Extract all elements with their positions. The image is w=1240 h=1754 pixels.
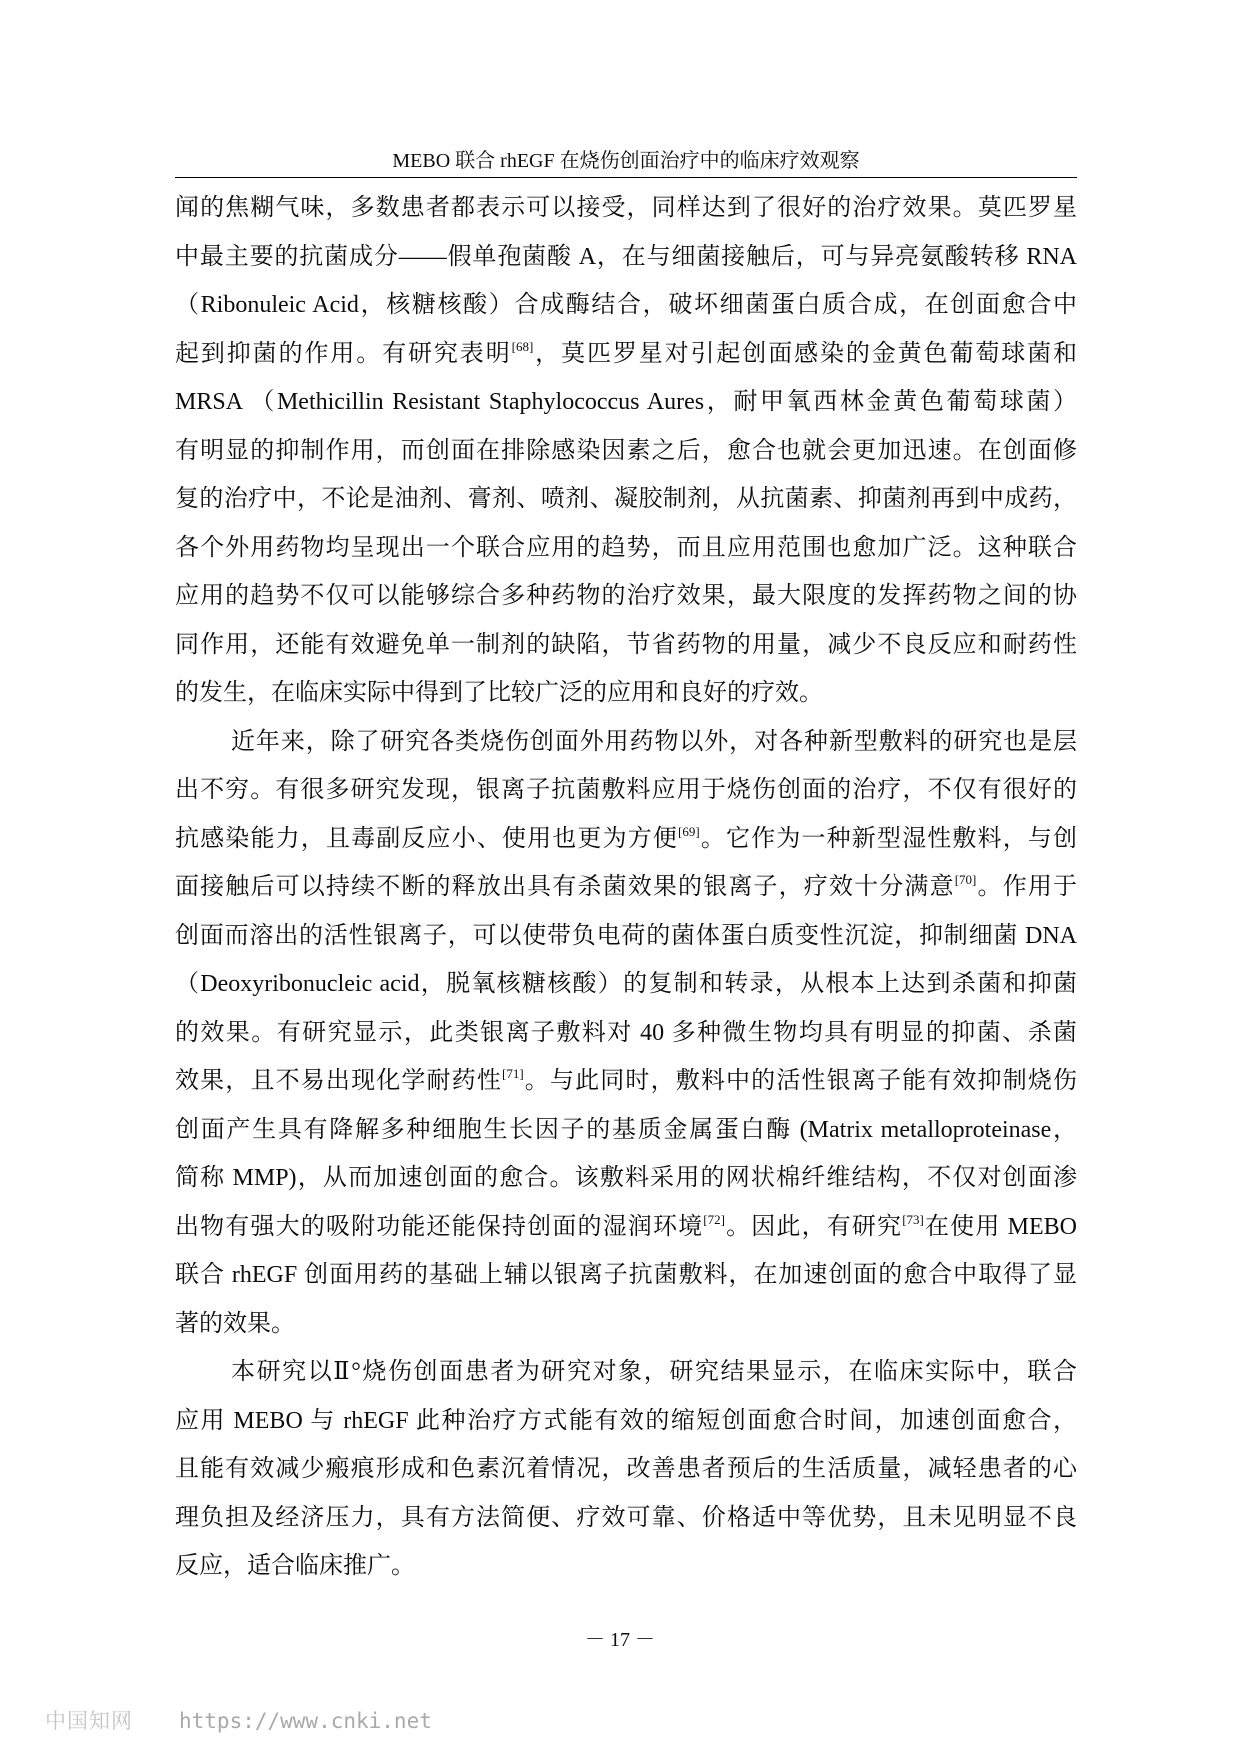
text-run: 。与此同时，敷料中的活性银离子能有效抑制烧伤 xyxy=(523,1068,1078,1094)
text-run: 出物有强大的吸附功能还能保持创面的湿润环境 xyxy=(175,1213,704,1240)
text-run: 简称 MMP)，从而加速创面的愈合。该敷料采用的网状棉纤维结构，不仅对创面渗 xyxy=(175,1165,1077,1191)
header-rule xyxy=(175,177,1077,178)
citation-marker: [68] xyxy=(511,338,534,354)
cnki-logo-text: 中国知网 xyxy=(45,1709,133,1733)
text-run: 有明显的抑制作用，而创面在排除感染因素之后，愈合也就会更加迅速。在创面修 xyxy=(175,437,1077,464)
text-line xyxy=(175,330,1077,379)
text-line xyxy=(175,1057,1077,1106)
text-run: 著的效果。 xyxy=(175,1310,295,1337)
text-line xyxy=(175,427,1077,476)
text-run: 且能有效减少瘢痕形成和色素沉着情况，改善患者预后的生活质量，减轻患者的心 xyxy=(175,1456,1077,1482)
text-run: 抗感染能力，且毒副反应小、使用也更为方便 xyxy=(175,825,679,852)
text-line xyxy=(175,1009,1077,1058)
page-number: － 17 － xyxy=(585,1629,655,1651)
text-run: 起到抑菌的作用。有研究表明 xyxy=(175,340,512,367)
citation-marker: [73] xyxy=(902,1211,924,1227)
text-run: 。因此，有研究 xyxy=(724,1213,903,1240)
text-line xyxy=(175,621,1077,670)
text-run: 的发生，在临床实际中得到了比较广泛的应用和良好的疗效。 xyxy=(175,680,823,706)
text-run: 的效果。有研究显示，此类银离子敷料对 40 多种微生物均具有明显的抑菌、杀菌 xyxy=(175,1019,1077,1046)
text-run: 同作用，还能有效避免单一制剂的缺陷，节省药物的用量，减少不良反应和耐药性 xyxy=(175,631,1077,658)
text-run: 本研究以Ⅱ°烧伤创面患者为研究对象，研究结果显示，在临床实际中，联合 xyxy=(231,1359,1077,1385)
paragraph xyxy=(175,1348,1077,1591)
text-run: 联合 rhEGF 创面用药的基础上辅以银离子抗菌敷料，在加速创面的愈合中取得了显 xyxy=(175,1262,1077,1288)
text-run: 应用的趋势不仅可以能够综合多种药物的治疗效果，最大限度的发挥药物之间的协 xyxy=(175,583,1077,609)
citation-marker: [71] xyxy=(501,1066,524,1081)
text-line xyxy=(175,475,1077,524)
text-run: MRSA （Methicillin Resistant Staphylococcus Aures，耐甲氧西林金黄色葡萄球菌） xyxy=(175,389,1077,415)
text-line xyxy=(175,1542,1077,1591)
text-run: 理负担及经济压力，具有方法简便、疗效可靠、价格适中等优势，且未见明显不良 xyxy=(175,1504,1077,1531)
cnki-watermark xyxy=(45,1706,432,1736)
text-line xyxy=(175,815,1077,864)
text-line xyxy=(175,233,1077,282)
text-run: 闻的焦糊气味，多数患者都表示可以接受，同样达到了很好的治疗效果。莫匹罗星 xyxy=(175,195,1077,221)
citation-marker: [70] xyxy=(954,872,977,887)
running-header: MEBO 联合 rhEGF 在烧伤创面治疗中的临床疗效观察 xyxy=(392,150,860,172)
text-line xyxy=(175,1251,1077,1300)
citation-marker: [69] xyxy=(678,823,700,839)
text-run: 面接触后可以持续不断的释放出具有杀菌效果的银离子，疗效十分满意 xyxy=(175,874,955,900)
text-line xyxy=(175,524,1077,573)
paragraph xyxy=(175,184,1077,718)
text-line xyxy=(175,281,1077,330)
body-text xyxy=(175,184,1077,1591)
citation-marker: [72] xyxy=(703,1211,725,1227)
text-run: 应用 MEBO 与 rhEGF 此种治疗方式能有效的缩短创面愈合时间，加速创面愈合， xyxy=(175,1407,1077,1434)
text-line xyxy=(175,1494,1077,1543)
text-run: 创面产生具有降解多种细胞生长因子的基质金属蛋白酶 (Matrix metalloproteinase， xyxy=(175,1116,1077,1143)
text-run: 近年来，除了研究各类烧伤创面外用药物以外，对各种新型敷料的研究也是层 xyxy=(231,728,1077,755)
text-run: 中最主要的抗菌成分——假单孢菌酸 A，在与细菌接触后，可与异亮氨酸转移 RNA xyxy=(175,243,1077,270)
text-run: 复的治疗中，不论是油剂、膏剂、喷剂、凝胶制剂，从抗菌素、抑菌剂再到中成药， xyxy=(175,486,1077,512)
text-run: 效果，且不易出现化学耐药性 xyxy=(175,1068,502,1094)
text-run: ，莫匹罗星对引起创面感染的金黄色葡萄球菌和 xyxy=(533,340,1078,367)
paragraph xyxy=(175,718,1077,1349)
text-run: （Ribonuleic Acid，核糖核酸）合成酶结合，破坏细菌蛋白质合成，在创面愈合中 xyxy=(175,292,1077,318)
text-line xyxy=(175,1445,1077,1494)
text-line xyxy=(175,863,1077,912)
text-line xyxy=(175,766,1077,815)
text-line xyxy=(175,669,1077,718)
text-run: （Deoxyribonucleic acid，脱氧核糖核酸）的复制和转录，从根本上达到杀菌和抑菌 xyxy=(175,971,1077,997)
text-line xyxy=(175,960,1077,1009)
text-line xyxy=(175,1397,1077,1446)
text-line xyxy=(175,912,1077,961)
text-line xyxy=(175,378,1077,427)
text-line xyxy=(175,184,1077,233)
text-run: 各个外用药物均呈现出一个联合应用的趋势，而且应用范围也愈加广泛。这种联合 xyxy=(175,534,1077,561)
text-run: 。它作为一种新型湿性敷料，与创 xyxy=(699,825,1078,852)
text-run: 反应，适合临床推广。 xyxy=(175,1553,415,1579)
text-line xyxy=(175,718,1077,767)
text-run: 出不穷。有很多研究发现，银离子抗菌敷料应用于烧伤创面的治疗，不仅有很好的 xyxy=(175,777,1077,803)
text-line xyxy=(175,1348,1077,1397)
cnki-url: https://www.cnki.net xyxy=(179,1709,432,1733)
text-run: 在使用 MEBO xyxy=(923,1213,1077,1240)
text-line xyxy=(175,1106,1077,1155)
text-line xyxy=(175,1203,1077,1252)
text-line xyxy=(175,1154,1077,1203)
text-line xyxy=(175,572,1077,621)
text-run: 。作用于 xyxy=(976,874,1077,900)
text-run: 创面而溶出的活性银离子，可以使带负电荷的菌体蛋白质变性沉淀，抑制细菌 DNA xyxy=(175,922,1077,949)
text-line xyxy=(175,1300,1077,1349)
